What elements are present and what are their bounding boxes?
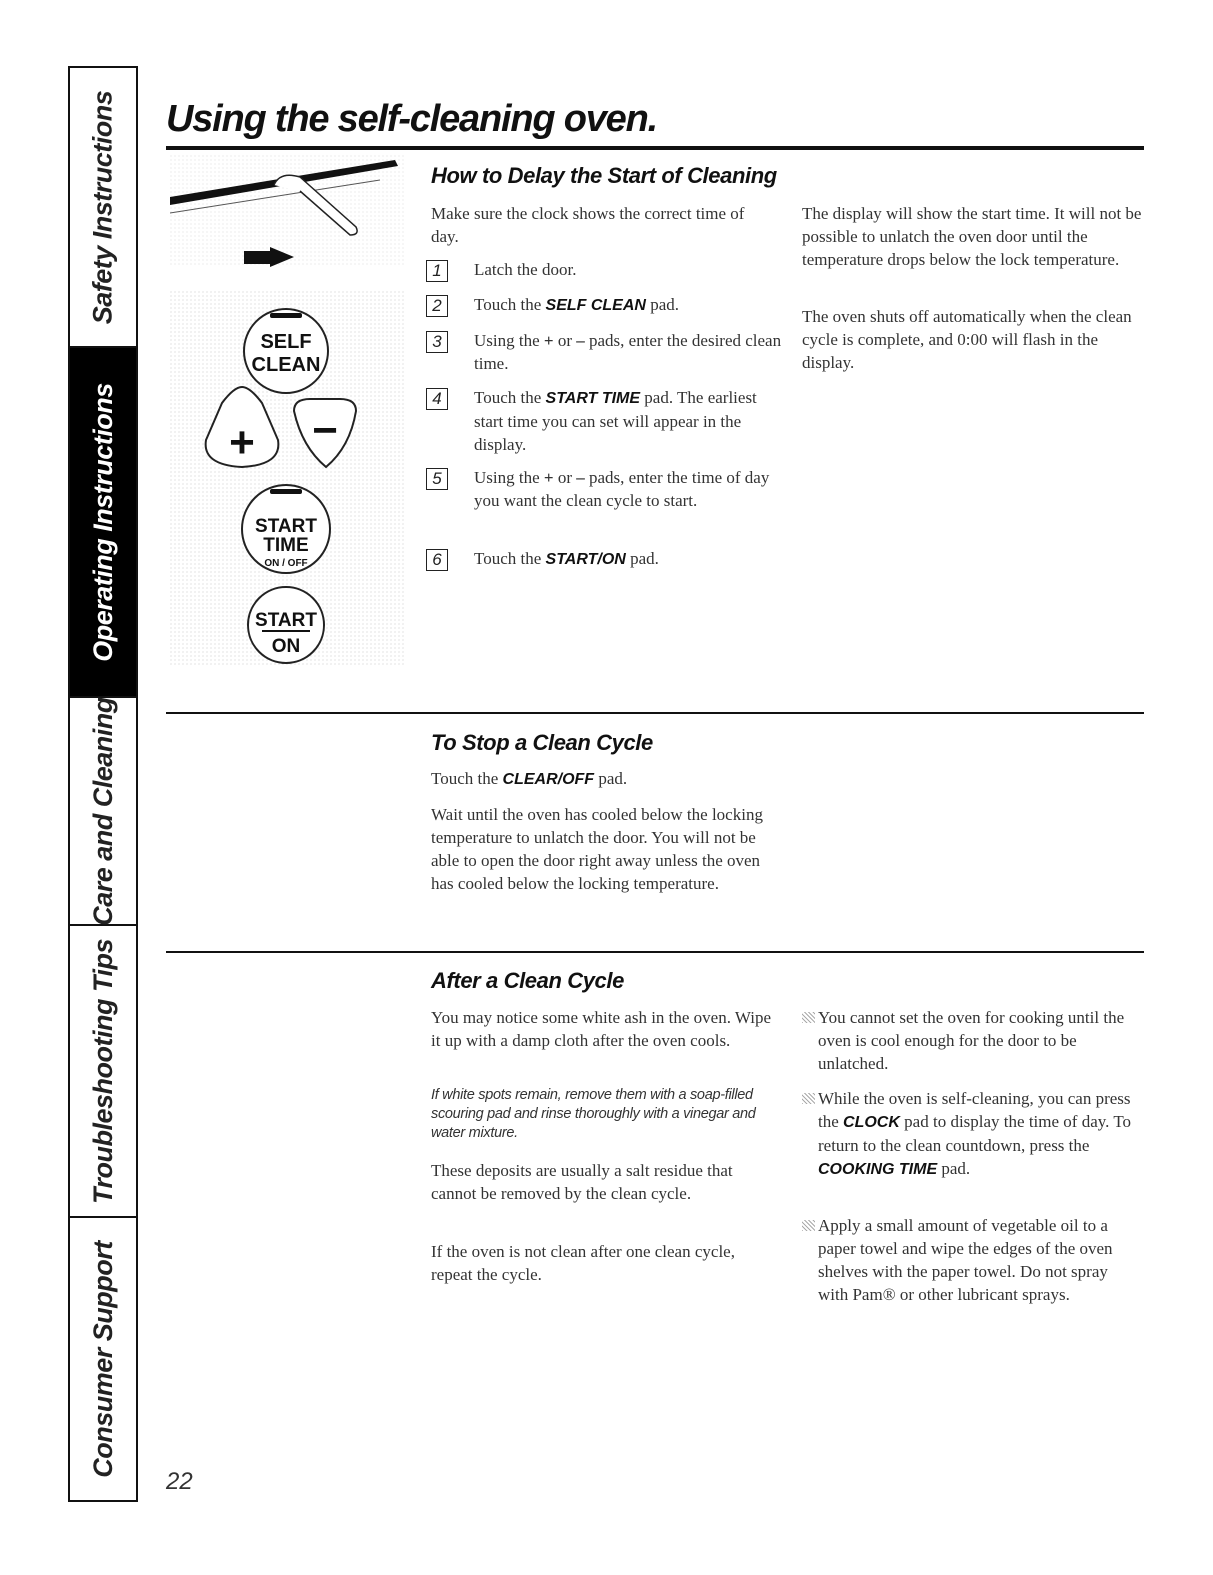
page-title: Using the self-cleaning oven.: [166, 98, 657, 140]
bullet-icon: [802, 1012, 815, 1023]
start-time-pad-icon: [242, 485, 330, 573]
control-panel-illustration: [170, 155, 406, 665]
after-para-1: You may notice some white ash in the oven. Wipe it up with a damp cloth after the oven cools.: [431, 1008, 772, 1050]
svg-text:+: +: [229, 418, 255, 467]
after-bullet-1: You cannot set the oven for cooking until the oven is cool enough for the door to be unlatched.: [802, 1006, 1142, 1075]
svg-text:START: START: [255, 610, 317, 631]
section-heading-after: After a Clean Cycle: [431, 968, 624, 993]
step-text: Touch the SELF CLEAN pad.: [474, 295, 680, 314]
side-tab-operating-instructions[interactable]: Operating Instructions: [70, 348, 136, 698]
section-rule: [166, 712, 1144, 714]
latch-handle-icon: [244, 251, 274, 264]
title-rule: [166, 146, 1144, 150]
step-number-icon: 3: [426, 331, 448, 353]
section-heading-stop: To Stop a Clean Cycle: [431, 730, 653, 755]
delay-right-para-2: The oven shuts off automatically when the clean cycle is complete, and 0:00 will flash in the display.: [802, 307, 1132, 372]
step-number-icon: 5: [426, 468, 448, 490]
svg-text:−: −: [312, 406, 338, 455]
delay-right-para-1: The display will show the start time. It will not be possible to unlatch the oven door until the temperature drops below the lock temperature.: [802, 204, 1142, 269]
self-clean-pad-icon: [244, 309, 328, 393]
side-tab-safety-instructions[interactable]: Safety Instructions: [70, 68, 136, 348]
after-para-2: These deposits are usually a salt residue that cannot be removed by the clean cycle.: [431, 1161, 733, 1203]
after-para-3: If the oven is not clean after one clean cycle, repeat the cycle.: [431, 1242, 735, 1284]
side-tab-consumer-support[interactable]: Consumer Support: [87, 1240, 118, 1478]
section-rule: [166, 951, 1144, 953]
stop-para-2: Wait until the oven has cooled below the locking temperature to unlatch the door. You will not be able to open the door right away unless the oven has cooled below the locking temperature.: [431, 805, 763, 893]
step-number-icon: 2: [426, 295, 448, 317]
start-on-pad-icon: [248, 587, 324, 663]
side-tab-troubleshooting-tips[interactable]: Troubleshooting Tips: [70, 926, 136, 1218]
step-text: Touch the START/ON pad.: [474, 549, 659, 568]
step-number-icon: 4: [426, 388, 448, 410]
step-text: Using the + or – pads, enter the time of day you want the clean cycle to start.: [474, 468, 770, 510]
delay-intro: Make sure the clock shows the correct time of day.: [431, 204, 745, 246]
side-tab-care-and-cleaning[interactable]: Care and Cleaning: [70, 698, 136, 926]
bullet-icon: [802, 1093, 815, 1104]
step-number-icon: 6: [426, 549, 448, 571]
svg-text:CLEAN: CLEAN: [251, 354, 321, 376]
step-text: Latch the door.: [474, 260, 577, 279]
after-bullet-3: Apply a small amount of vegetable oil to a paper towel and wipe the edges of the oven shelves with the paper towel. Do not spray with Pam® or other lubricant sprays.: [802, 1214, 1142, 1306]
door-latch-illustration: [170, 155, 406, 267]
step-text: Using the + or – pads, enter the desired clean time.: [474, 331, 782, 373]
after-bullet-2: While the oven is self-cleaning, you can press the CLOCK pad to display the time of day. To return to the clean countdown, press the COOKING TIME pad.: [802, 1087, 1142, 1181]
svg-text:SELF: SELF: [260, 331, 312, 353]
svg-text:TIME: TIME: [263, 535, 309, 556]
side-tab-bar: [68, 66, 138, 1502]
svg-text:ON / OFF: ON / OFF: [264, 558, 308, 569]
stop-para-1: Touch the CLEAR/OFF pad.: [431, 769, 628, 788]
section-heading-delay: How to Delay the Start of Cleaning: [431, 163, 777, 188]
after-note: If white spots remain, remove them with a soap-filled scouring pad and rinse thoroughly with a vinegar and water mixture.: [431, 1087, 756, 1141]
step-text: Touch the START TIME pad. The earliest start time you can set will appear in the display.: [474, 388, 757, 454]
svg-text:ON: ON: [271, 636, 301, 657]
bullet-icon: [802, 1220, 815, 1231]
svg-text:START: START: [255, 516, 317, 537]
page-number: 22: [166, 1468, 193, 1495]
step-number-icon: 1: [426, 260, 448, 282]
